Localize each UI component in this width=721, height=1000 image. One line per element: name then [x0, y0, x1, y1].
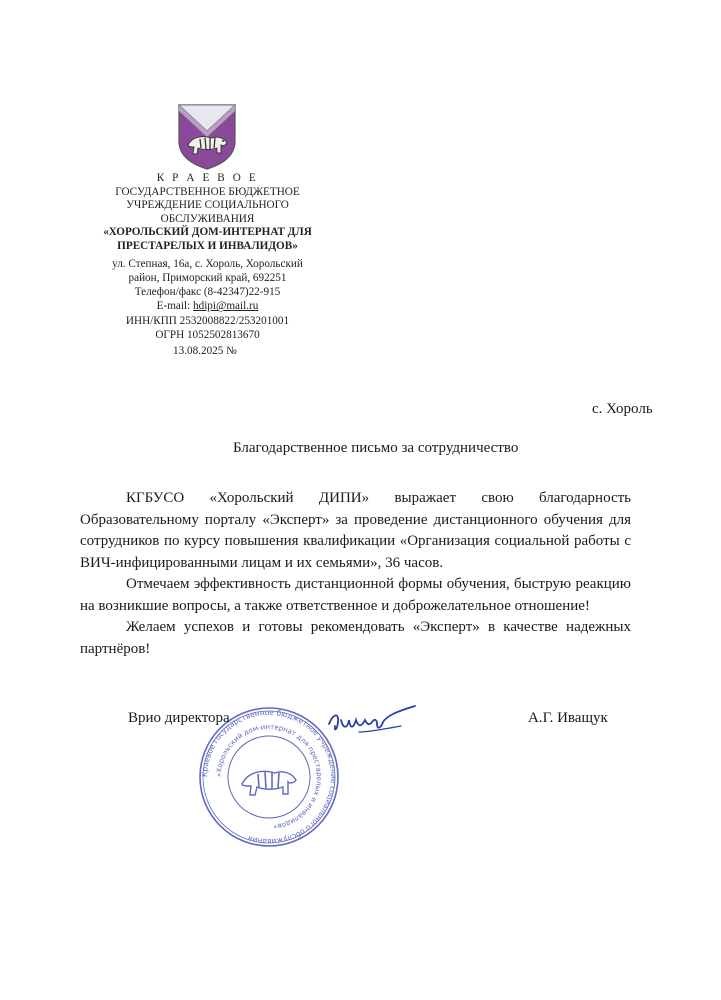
letterhead	[80, 172, 335, 342]
official-stamp-icon	[198, 706, 340, 848]
handwritten-signature	[325, 702, 420, 742]
svg-text:«Хорольский дом-интернат для п	[215, 723, 323, 831]
letterhead-line: ГОСУДАРСТВЕННОЕ БЮДЖЕТНОЕ	[115, 185, 300, 198]
body-paragraph: Отмечаем эффективность дистанционной формы обучения, быструю реакцию на возникшие вопросы, а также ответственное и доброжелательное отношение!	[80, 576, 631, 614]
letterhead-line: ОБСЛУЖИВАНИЯ	[160, 212, 255, 225]
letter-body	[80, 488, 631, 660]
email-line	[80, 299, 335, 313]
letter-title: Благодарственное письмо за сотрудничество	[233, 440, 519, 456]
address-block	[80, 257, 335, 343]
phone-line: Телефон/факс (8-42347)22-915	[134, 286, 281, 299]
stamp-outer-text: Краевое государственное бюджетное учреждение социального обслуживания	[199, 707, 339, 847]
signatory-position: Врио директора	[128, 710, 230, 726]
document-date: 13.08.2025 №	[173, 345, 237, 357]
inn-line: ИНН/КПП 2532008822/253201001	[125, 314, 290, 327]
stamp-inner-text: «Хорольский дом-интернат для престарелых и инвалидов»	[214, 722, 324, 831]
email-link[interactable]: hdipi@mail.ru	[193, 300, 259, 313]
address-line: ул. Степная, 16а, с. Хороль, Хорольский	[112, 257, 303, 270]
body-paragraph: КГБУСО «Хорольский ДИПИ» выражает свою благодарность Образовательному порталу «Эксперт» за проведение дистанционного обучения для сотрудников по курсу повышения квалификации «Организация социальной работы с ВИЧ-инфицированными лицам и их семьями», 36 часов.	[80, 490, 631, 571]
institution-name: ПРЕСТАРЕЛЫХ И ИНВАЛИДОВ»	[117, 239, 298, 252]
address-line: район, Приморский край, 692251	[128, 271, 287, 284]
place-of-issue: с. Хороль	[592, 401, 653, 417]
coat-of-arms-icon	[176, 101, 238, 171]
body-paragraph: Желаем успехов и готовы рекомендовать «Эксперт» в качестве надежных партнёров!	[80, 619, 631, 657]
letterhead-line: УЧРЕЖДЕНИЕ СОЦИАЛЬНОГО	[126, 199, 289, 212]
email-label: E-mail:	[156, 300, 194, 313]
letterhead-kraevoe: К Р А Е В О Е	[156, 172, 259, 184]
institution-name: «ХОРОЛЬСКИЙ ДОМ-ИНТЕРНАТ ДЛЯ	[103, 226, 312, 239]
ogrn-line: ОГРН 1052502813670	[155, 329, 260, 342]
signatory-name: А.Г. Иващук	[528, 710, 608, 726]
